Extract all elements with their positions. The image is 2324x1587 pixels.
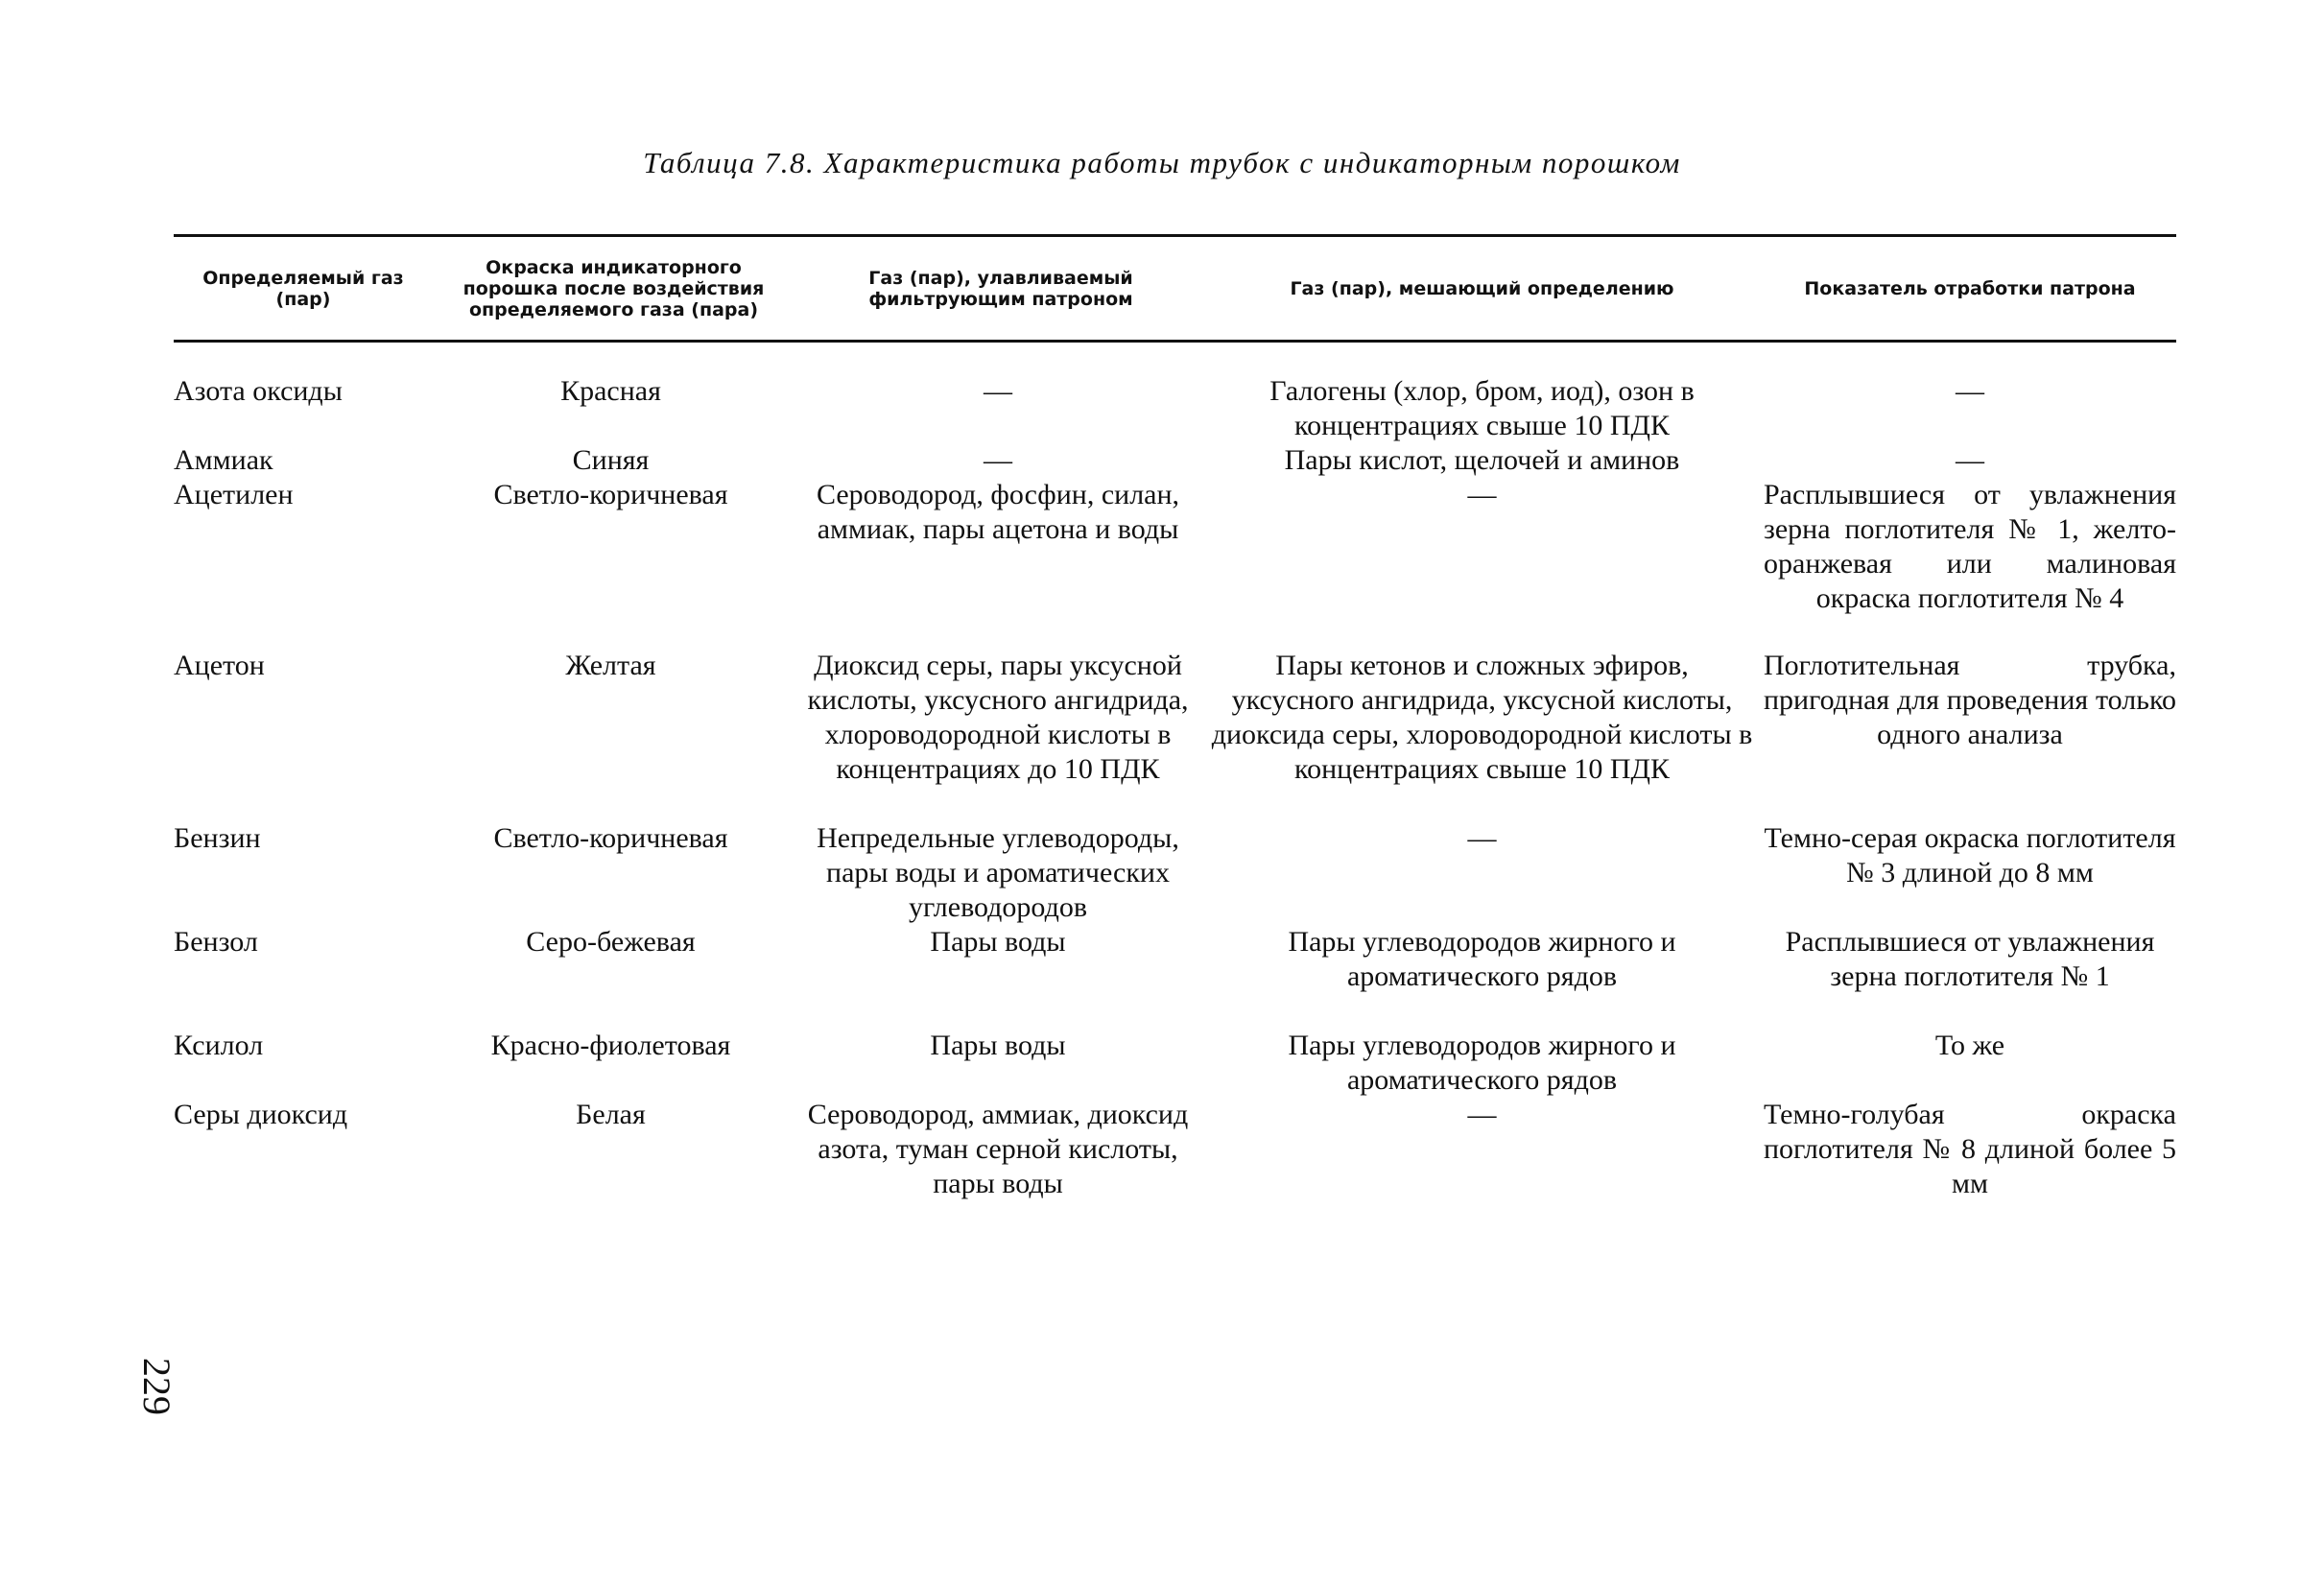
row-2-interfering: Пары кислот, щелочей и аминов — [1284, 444, 1680, 476]
header-cartridge-indicator: Показатель отработки патрона — [1804, 278, 2136, 299]
table-caption: Таблица 7.8. Характеристика работы трубок с индикаторным порошком — [643, 146, 1681, 179]
row-3-indicator: Расплывшиеся от увлажнения зерна поглотителя № 1, желто-оранжевая или малиновая окраска поглотителя № 4 — [1764, 479, 2176, 614]
row-8-interfering: — — [1467, 1099, 1497, 1130]
table-header-rule — [174, 340, 2176, 343]
row-6-indicator: Расплывшиеся от увлажнения зерна поглотителя № 1 — [1785, 926, 2155, 992]
row-2-color: Синяя — [572, 444, 650, 476]
row-4-interfering: Пары кетонов и сложных эфиров, уксусного ангидрида, уксусной кислоты, диоксида серы, хлороводородной кислоты в концентрациях свыше 10 ПДК — [1211, 650, 1753, 785]
row-4-filtered: Диоксид серы, пары уксусной кислоты, уксусного ангидрида, хлороводородной кислоты в концентрациях до 10 ПДК — [807, 650, 1189, 785]
row-1-filtered: — — [984, 375, 1012, 407]
row-8-gas: Серы диоксид — [174, 1099, 348, 1130]
header-gas: Определяемый газ (пар) — [202, 268, 404, 310]
row-2-indicator: — — [1956, 444, 1984, 476]
row-8-filtered: Сероводород, аммиак, диоксид азота, туман серной кислоты, пары воды — [807, 1099, 1189, 1199]
header-filtered-gas: Газ (пар), улавливаемый фильтрующим патроном — [868, 268, 1133, 310]
table-top-rule — [174, 234, 2176, 237]
row-7-gas: Ксилол — [174, 1030, 264, 1061]
row-5-indicator: Темно-серая окраска поглотителя № 3 длиной до 8 мм — [1764, 822, 2176, 888]
row-6-gas: Бензол — [174, 926, 258, 958]
row-5-filtered: Непредельные углеводороды, пары воды и ароматических углеводородов — [817, 822, 1179, 923]
row-4-indicator: Поглотительная трубка, пригодная для проведения только одного анализа — [1764, 650, 2176, 750]
row-5-gas: Бензин — [174, 822, 261, 854]
row-3-gas: Ацетилен — [174, 479, 294, 510]
header-indicator-color: Окраска индикаторного порошка после воздействия определяемого газа (пара) — [462, 257, 765, 320]
row-5-interfering: — — [1467, 822, 1497, 854]
row-1-color: Красная — [560, 375, 661, 407]
row-8-color: Белая — [576, 1099, 646, 1130]
row-7-color: Красно-фиолетовая — [490, 1030, 731, 1061]
row-4-gas: Ацетон — [174, 650, 265, 681]
row-7-interfering: Пары углеводородов жирного и ароматического рядов — [1288, 1030, 1676, 1096]
row-1-gas: Азота оксиды — [174, 375, 343, 407]
row-3-color: Светло-коричневая — [493, 479, 728, 510]
row-7-filtered: Пары воды — [930, 1030, 1066, 1061]
header-interfering-gas: Газ (пар), мешающий определению — [1290, 278, 1674, 299]
row-6-filtered: Пары воды — [930, 926, 1066, 958]
row-2-gas: Аммиак — [174, 444, 273, 476]
row-4-color: Желтая — [565, 650, 656, 681]
row-2-filtered: — — [984, 444, 1012, 476]
row-6-color: Серо-бежевая — [526, 926, 696, 958]
page-number: 229 — [135, 1358, 178, 1415]
row-7-indicator: То же — [1934, 1030, 2005, 1061]
row-3-interfering: — — [1467, 479, 1497, 510]
row-6-interfering: Пары углеводородов жирного и ароматического рядов — [1288, 926, 1676, 992]
row-1-interfering: Галогены (хлор, бром, иод), озон в концентрациях свыше 10 ПДК — [1269, 375, 1695, 441]
row-3-filtered: Сероводород, фосфин, силан, аммиак, пары ацетона и воды — [816, 479, 1180, 545]
row-5-color: Светло-коричневая — [493, 822, 728, 854]
row-8-indicator: Темно-голубая окраска поглотителя № 8 длиной более 5 мм — [1764, 1099, 2176, 1199]
row-1-indicator: — — [1956, 375, 1984, 407]
